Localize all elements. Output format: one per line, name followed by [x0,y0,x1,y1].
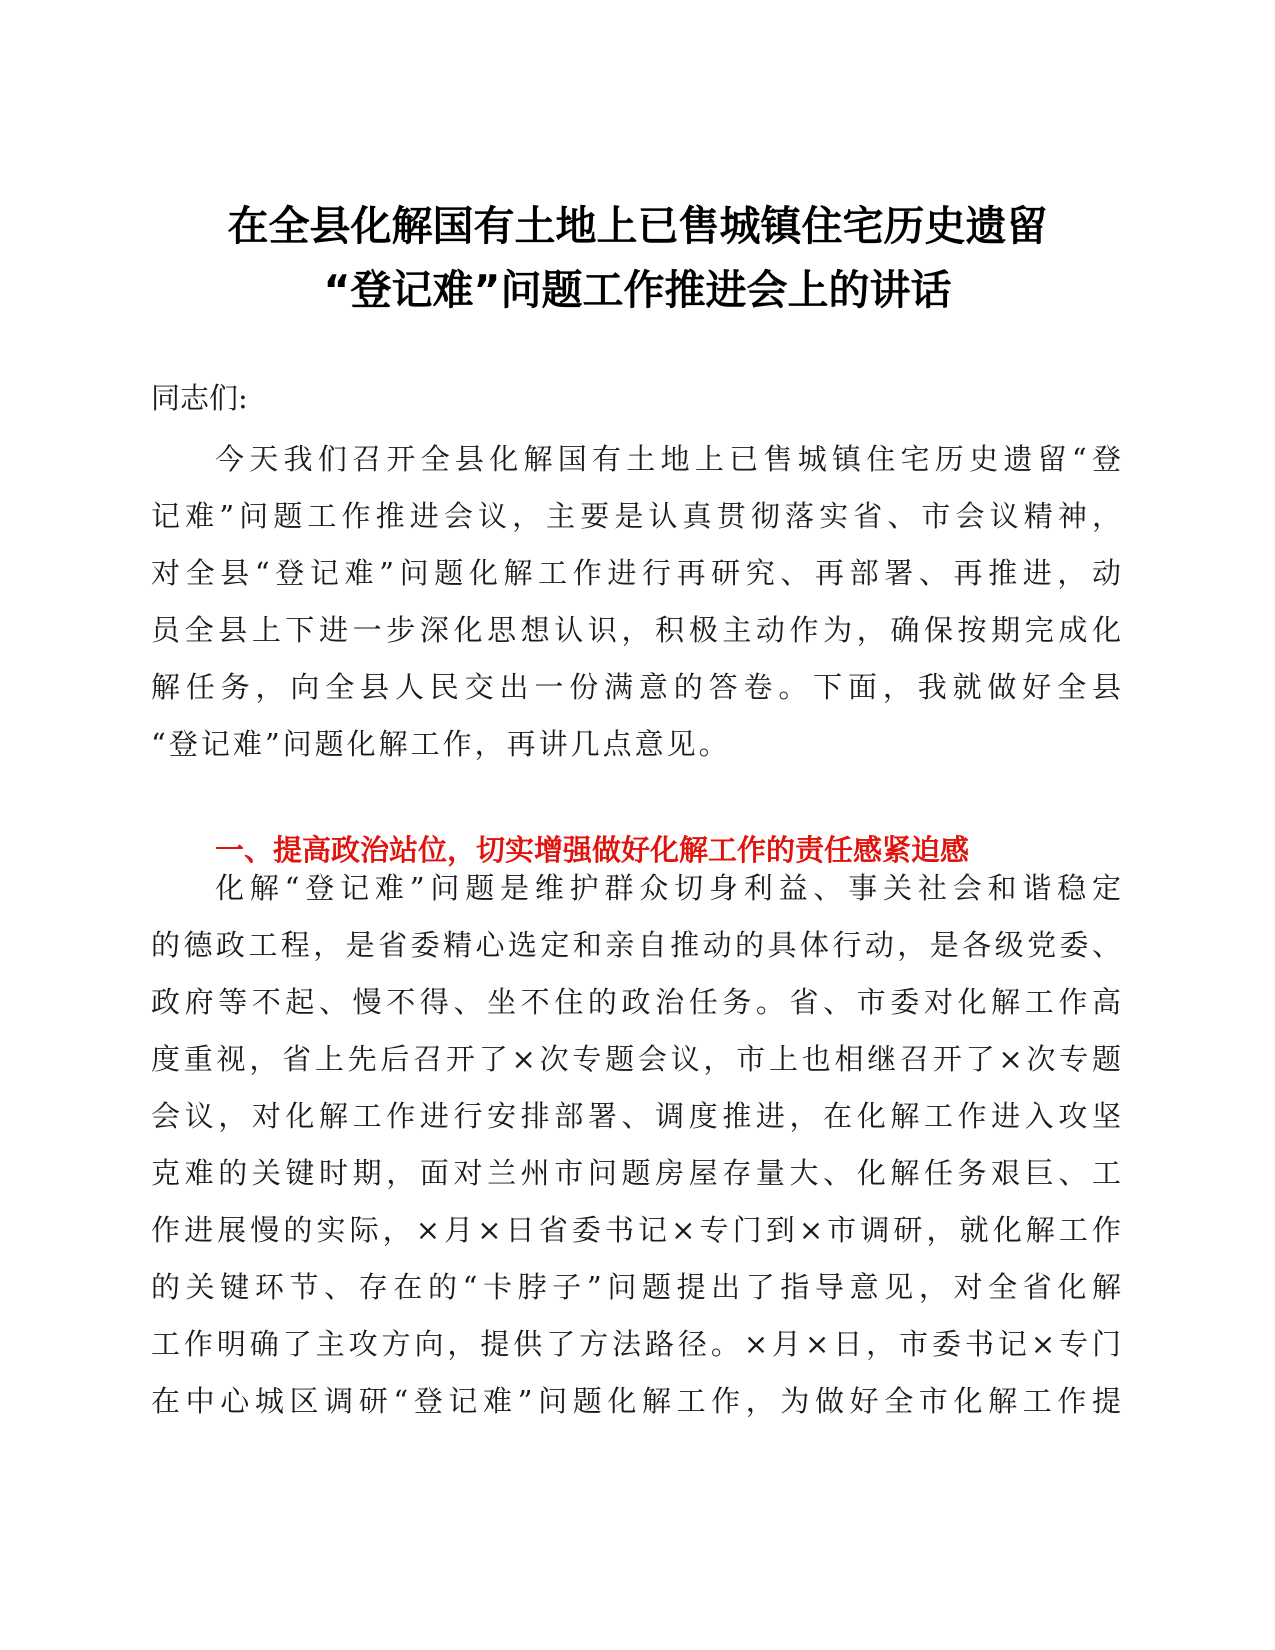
paragraph-section-1 [151,860,1121,1430]
paragraph-line: 解任务，向全县人民交出一份满意的答卷。下面，我就做好全县 [151,670,1121,704]
paragraph-line: 员全县上下进一步深化思想认识，积极主动作为，确保按期完成化 [151,613,1121,647]
paragraph-intro [151,431,1121,773]
paragraph-line: 政府等不起、慢不得、坐不住的政治任务。省、市委对化解工作高 [151,985,1121,1019]
salutation: 同志们: [151,381,248,415]
paragraph-line: 的关键环节、存在的“卡脖子”问题提出了指导意见，对全省化解 [151,1270,1121,1304]
section-heading-1: 一、提高政治站位，切实增强做好化解工作的责任感紧迫感 [215,833,970,867]
paragraph-line: “登记难”问题化解工作，再讲几点意见。 [151,727,731,761]
paragraph-line: 度重视，省上先后召开了×次专题会议，市上也相继召开了×次专题 [151,1042,1121,1076]
paragraph-line: 的德政工程，是省委精心选定和亲自推动的具体行动，是各级党委、 [151,928,1121,962]
paragraph-line: 克难的关键时期，面对兰州市问题房屋存量大、化解任务艰巨、工 [151,1156,1121,1190]
paragraph-line: 会议，对化解工作进行安排部署、调度推进，在化解工作进入攻坚 [151,1099,1121,1133]
paragraph-line: 对全县“登记难”问题化解工作进行再研究、再部署、再推进，动 [151,556,1121,590]
paragraph-line: 记难”问题工作推进会议，主要是认真贯彻落实省、市会议精神， [151,499,1121,533]
paragraph-line: 今天我们召开全县化解国有土地上已售城镇住宅历史遗留“登 [215,442,1121,476]
paragraph-line: 作进展慢的实际，×月×日省委书记×专门到×市调研，就化解工作 [151,1213,1121,1247]
paragraph-line: 化解“登记难”问题是维护群众切身利益、事关社会和谐稳定 [215,871,1121,905]
paragraph-line: 工作明确了主攻方向，提供了方法路径。×月×日，市委书记×专门 [151,1327,1121,1361]
document-title-line-1: 在全县化解国有土地上已售城镇住宅历史遗留 [227,202,1048,250]
document-title-line-2: “登记难”问题工作推进会上的讲话 [323,266,952,314]
paragraph-line: 在中心城区调研“登记难”问题化解工作，为做好全市化解工作提 [151,1384,1121,1418]
